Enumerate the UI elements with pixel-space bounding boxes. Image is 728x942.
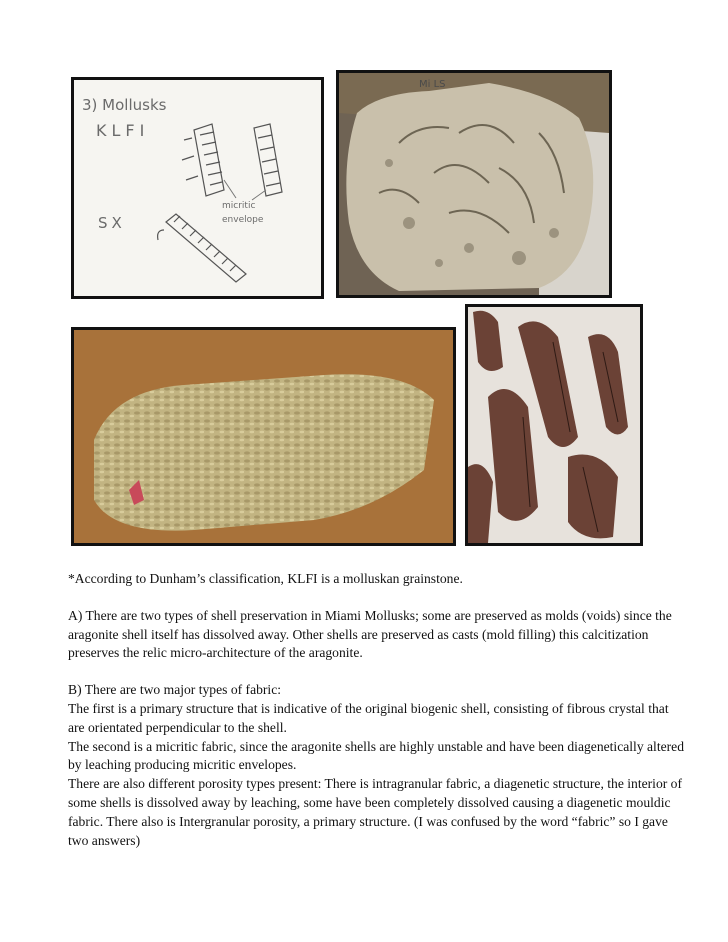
sketch-note-line1: micritic bbox=[222, 201, 256, 211]
paragraph-b-intro: B) There are two major types of fabric: bbox=[68, 682, 282, 698]
classification-statement: *According to Dunham’s classification, KLFI is a molluskan grainstone. bbox=[68, 571, 463, 586]
body-text bbox=[68, 570, 688, 850]
paragraph-b-line1: The first is a primary structure that is indicative of the original biogenic shell, consisting of fibrous crystal that are orientated perpendicular to the shell. bbox=[68, 700, 669, 735]
thin-section-image bbox=[468, 307, 640, 543]
sketch-figure bbox=[71, 77, 324, 299]
mollusk-sketch-illustration bbox=[74, 80, 321, 296]
sketch-note-line2: envelope bbox=[222, 215, 264, 225]
sketch-title: 3) Mollusks bbox=[82, 96, 167, 114]
limestone-slab-photo bbox=[336, 70, 612, 298]
limestone-slab-image bbox=[339, 73, 609, 295]
sketch-label-sx: SX bbox=[98, 214, 126, 232]
paragraph-b-line2: The second is a micritic fabric, since the aragonite shells are highly unstable and have been diagenetically altered by leaching producing micritic envelopes. bbox=[68, 738, 684, 773]
paragraph-b-line3: There are also different porosity types present: There is intragranular fabric, a diagenetic structure, the interior of some shells is dissolved away by leaching, some have been completely dissolved causing a diagenetic mouldic fabric. There also is Intergranular porosity, a primary structure. (I was confused by the word “fabric” so I gave two answers) bbox=[68, 776, 682, 848]
paragraph-a: A) There are two types of shell preservation in Miami Mollusks; some are preserved as molds (voids) since the aragonite shell itself has dissolved away. Other shells are preserved as casts (mold filling) this calcitization preserves the relic micro-architecture of the aragonite. bbox=[68, 607, 672, 661]
slab-marker-label: Mi LS bbox=[419, 79, 446, 90]
grainstone-slab-image bbox=[74, 330, 453, 543]
sketch-label-klfi: KLFI bbox=[96, 121, 150, 140]
thin-section-photo bbox=[465, 304, 643, 546]
grainstone-slab-photo bbox=[71, 327, 456, 546]
